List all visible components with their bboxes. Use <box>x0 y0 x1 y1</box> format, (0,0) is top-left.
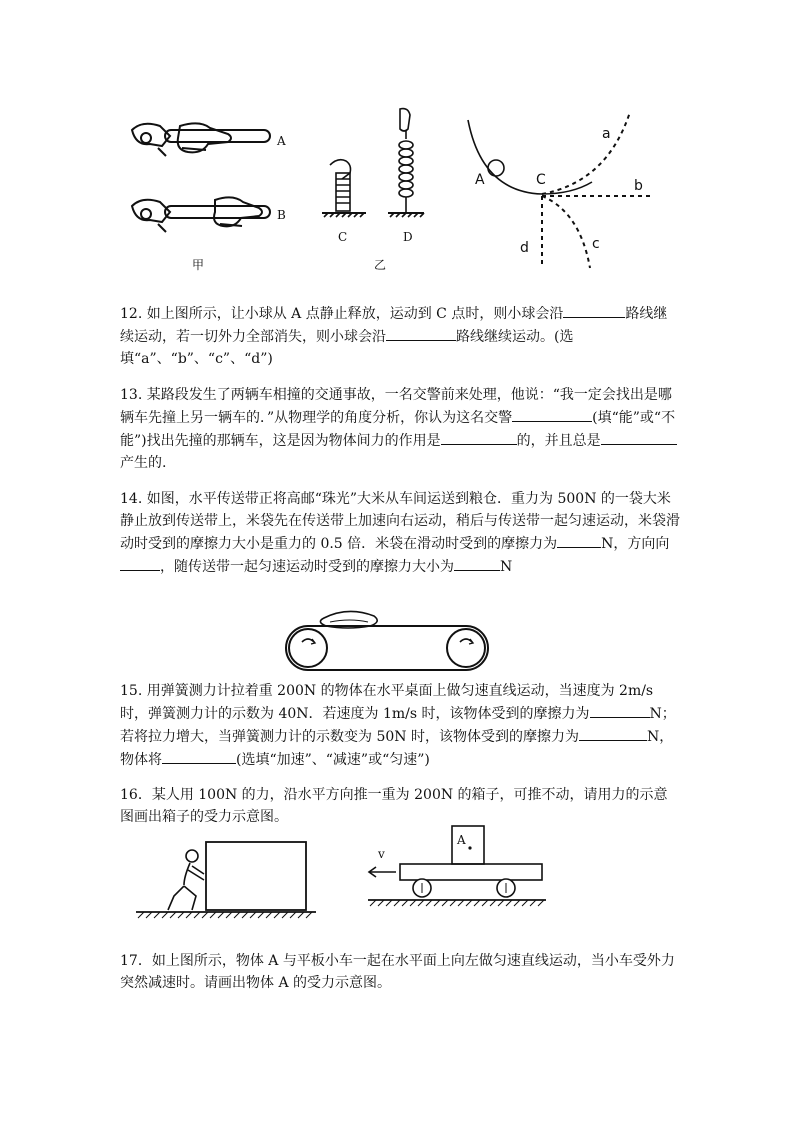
path-c-line <box>542 196 590 268</box>
question-15-text-3: N，物体将 <box>120 729 674 768</box>
question-13-text-3: 的，并且总是 <box>516 433 601 449</box>
question-12-text-3: 路线继续运动。(选填“a”、“b”、“c”、“d”) <box>120 329 574 367</box>
wrench-a-label: A <box>277 134 286 148</box>
cart-platform <box>400 864 542 880</box>
q15-answer-blank-3[interactable] <box>162 748 236 764</box>
question-13-text-2: (填“能”或“不能”)找出先撞的那辆车，这是因为物体间力的作用是 <box>120 410 676 449</box>
cart-figure <box>366 822 548 922</box>
ball-icon <box>488 160 504 176</box>
question-14 <box>120 488 680 578</box>
q13-answer-blank-1[interactable] <box>512 406 592 422</box>
box-shape <box>206 842 306 910</box>
wrench-b-label: B <box>277 208 286 222</box>
question-17: 17．如上图所示，物体 A 与平板小车一起在水平面上向左做匀速直线运动，当小车受外力突然减速时。请画出物体 A 的受力示意图。 <box>120 953 675 991</box>
spring-figure <box>318 105 438 280</box>
question-15-text-1: 15. 用弹簧测力计拉着重 200N 的物体在水平桌面上做匀速直线运动，当速度为 2m/s 时，弹簧测力计的示数为 40N．若速度为 1m/s 时，该物体受到的摩擦力为 <box>120 683 654 722</box>
spring-d-drawing <box>388 109 424 217</box>
spring-c-label: C <box>338 230 348 244</box>
q14-answer-blank-1[interactable] <box>557 532 601 548</box>
conveyor-belt-figure <box>282 608 492 674</box>
belt-outline <box>286 626 488 670</box>
question-13-text-4: 产生的. <box>120 455 167 471</box>
q13-answer-blank-3[interactable] <box>601 429 677 445</box>
question-14-text-3: ，随传送带一起匀速运动时受到的摩擦力大小为 <box>160 559 454 575</box>
question-12 <box>120 302 680 370</box>
question-13-text-1: 13. 某路段发生了两辆车相撞的交通事故，一名交警前来处理，他说：“我一定会找出是哪辆车先撞上另一辆车的．”从物理学的角度分析，你认为这名交警 <box>120 387 672 426</box>
q15-answer-blank-2[interactable] <box>579 725 647 741</box>
point-a-label: A <box>475 172 485 188</box>
wrench-b-drawing <box>132 197 270 232</box>
path-a-line <box>542 112 630 194</box>
wrench-figure <box>120 108 300 278</box>
path-c-label: c <box>592 236 600 252</box>
block-a-label: A <box>457 833 466 847</box>
path-figure <box>462 112 662 272</box>
question-12-text-2: 路线继续运动，若一切外力全部消失，则小球会沿 <box>120 306 668 345</box>
spring-caption: 乙 <box>374 258 387 272</box>
question-16: 16．某人用 100N 的力，沿水平方向推一重为 200N 的箱子，可推不动，请用力的示意图画出箱子的受力示意图。 <box>120 787 668 825</box>
point-c-label: C <box>536 172 546 188</box>
q12-answer-blank-2[interactable] <box>386 325 456 341</box>
path-a-label: a <box>602 126 611 142</box>
q13-answer-blank-2[interactable] <box>441 429 517 445</box>
question-14-text-1: 14. 如图，水平传送带正将高邮“珠光”大米从车间运送到粮仓．重力为 500N 的一袋大米静止放到传送带上，米袋先在传送带上加速向右运动，稍后与传送带一起匀速运动，米袋滑动时受到的摩擦力大小是重力的 0.5 倍．米袋在滑动时受到的摩擦力为 <box>120 491 680 552</box>
spring-d-label: D <box>403 230 413 244</box>
q12-answer-blank-1[interactable] <box>563 302 625 318</box>
path-d-label: d <box>520 240 529 256</box>
q14-answer-blank-3[interactable] <box>454 555 500 571</box>
right-roller <box>447 629 485 667</box>
q14-answer-blank-2[interactable] <box>120 555 160 571</box>
left-roller <box>289 629 327 667</box>
question-14-text-2: N，方向向 <box>601 536 670 552</box>
person-pushing-icon <box>168 850 204 910</box>
push-box-figure <box>136 836 318 922</box>
velocity-label: v <box>378 847 385 861</box>
question-12-text-1: 12. 如上图所示，让小球从 A 点静止释放，运动到 C 点时，则小球会沿 <box>120 306 564 322</box>
question-15-text-4: (选填“加速”、“减速”或“匀速”) <box>236 752 430 768</box>
q15-answer-blank-1[interactable] <box>590 702 650 718</box>
wrench-a-drawing <box>132 123 270 156</box>
path-b-label: b <box>634 178 643 194</box>
wrench-caption: 甲 <box>192 258 205 272</box>
spring-c-drawing <box>322 160 366 217</box>
question-15 <box>120 680 680 771</box>
question-13 <box>120 384 680 474</box>
question-15-text-2: N；若将拉力增大，当弹簧测力计的示数变为 50N 时，该物体受到的摩擦力为 <box>120 706 676 745</box>
question-14-text-4: N <box>500 559 513 575</box>
